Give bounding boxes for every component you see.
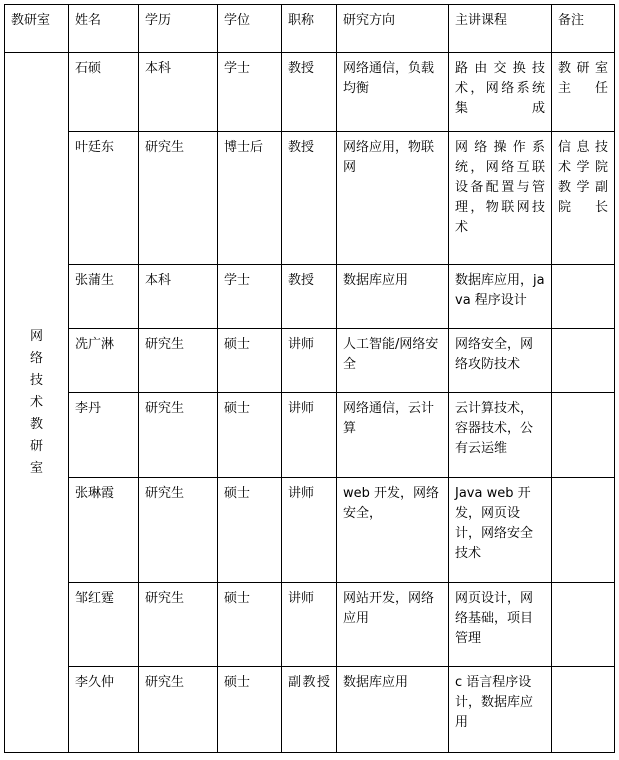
education-cell: 本科 [139, 53, 218, 132]
title-cell: 教授 [282, 132, 337, 265]
courses-cell: 路由交换技术，网络系统集成 [449, 53, 552, 132]
header-cell-title: 职称 [282, 5, 337, 53]
courses-cell: 云计算技术，容器技术，公有云运维 [449, 393, 552, 478]
research-cell: web 开发，网络安全， [337, 478, 449, 583]
degree-cell: 学士 [218, 265, 282, 329]
note-cell: 教研室主任 [552, 53, 615, 132]
education-cell: 本科 [139, 265, 218, 329]
table-row [5, 583, 615, 667]
header-cell-degree: 学位 [218, 5, 282, 53]
name-cell: 张蒲生 [69, 265, 139, 329]
courses-cell: 数据库应用，java 程序设计 [449, 265, 552, 329]
research-cell: 人工智能/网络安全 [337, 329, 449, 393]
education-cell: 研究生 [139, 583, 218, 667]
staff-table [4, 4, 615, 753]
department-cell [5, 53, 69, 753]
degree-cell: 博士后 [218, 132, 282, 265]
education-cell: 研究生 [139, 132, 218, 265]
education-cell: 研究生 [139, 329, 218, 393]
title-cell: 讲师 [282, 478, 337, 583]
table-row [5, 132, 615, 265]
education-cell: 研究生 [139, 393, 218, 478]
education-cell: 研究生 [139, 667, 218, 753]
header-cell-education: 学历 [139, 5, 218, 53]
name-cell: 叶廷东 [69, 132, 139, 265]
note-cell [552, 583, 615, 667]
name-cell: 邹红霆 [69, 583, 139, 667]
courses-cell: c 语言程序设计，数据库应用 [449, 667, 552, 753]
research-cell: 网络通信，云计算 [337, 393, 449, 478]
header-cell-courses: 主讲课程 [449, 5, 552, 53]
name-cell: 李丹 [69, 393, 139, 478]
name-cell: 李久仲 [69, 667, 139, 753]
header-row [5, 5, 615, 53]
name-cell: 石硕 [69, 53, 139, 132]
research-cell: 数据库应用 [337, 667, 449, 753]
header-cell-name: 姓名 [69, 5, 139, 53]
table-row [5, 393, 615, 478]
note-cell [552, 393, 615, 478]
courses-cell: Java web 开发，网页设计，网络安全技术 [449, 478, 552, 583]
degree-cell: 硕士 [218, 393, 282, 478]
note-cell: 信息技术学院教学副院长 [552, 132, 615, 265]
table-row [5, 329, 615, 393]
table-row [5, 265, 615, 329]
department-name: 网络技术教研室 [29, 328, 43, 476]
note-cell [552, 478, 615, 583]
courses-cell: 网页设计，网络基础，项目管理 [449, 583, 552, 667]
title-cell: 副教授 [282, 667, 337, 753]
courses-cell: 网络安全，网络攻防技术 [449, 329, 552, 393]
title-cell: 教授 [282, 53, 337, 132]
header-cell-dept: 教研室 [5, 5, 69, 53]
header-cell-note: 备注 [552, 5, 615, 53]
degree-cell: 硕士 [218, 583, 282, 667]
table-row [5, 667, 615, 753]
note-cell [552, 329, 615, 393]
degree-cell: 硕士 [218, 329, 282, 393]
degree-cell: 硕士 [218, 478, 282, 583]
research-cell: 网络通信，负载均衡 [337, 53, 449, 132]
title-cell: 讲师 [282, 329, 337, 393]
name-cell: 张琳霞 [69, 478, 139, 583]
courses-cell: 网络操作系统，网络互联设备配置与管理，物联网技术 [449, 132, 552, 265]
degree-cell: 硕士 [218, 667, 282, 753]
title-cell: 讲师 [282, 583, 337, 667]
header-cell-research: 研究方向 [337, 5, 449, 53]
title-cell: 教授 [282, 265, 337, 329]
note-cell [552, 667, 615, 753]
degree-cell: 学士 [218, 53, 282, 132]
research-cell: 网络应用，物联网 [337, 132, 449, 265]
table-row [5, 478, 615, 583]
research-cell: 网站开发，网络应用 [337, 583, 449, 667]
table-row [5, 53, 615, 132]
title-cell: 讲师 [282, 393, 337, 478]
name-cell: 冼广淋 [69, 329, 139, 393]
research-cell: 数据库应用 [337, 265, 449, 329]
note-cell [552, 265, 615, 329]
education-cell: 研究生 [139, 478, 218, 583]
